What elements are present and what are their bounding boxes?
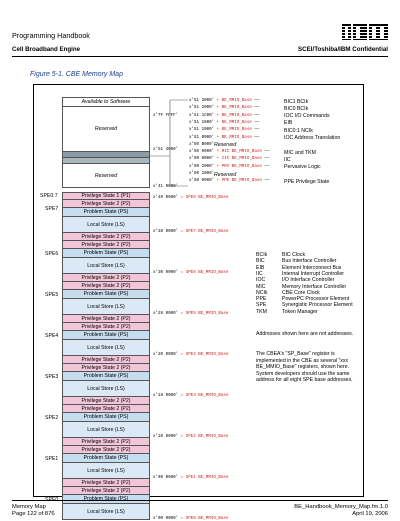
document-title: Programming Handbook [12, 31, 90, 40]
region-label: PPE Privilege State [284, 178, 330, 185]
region-address: x'50 B000' [189, 142, 215, 147]
region-address: x'51 1C00' + BE_MMIO_Base —— [189, 113, 260, 118]
spe-label: SPE3 [45, 373, 59, 380]
footer-date: April 19, 2006 [352, 511, 388, 517]
spe-label: SPE5 [45, 291, 59, 298]
glossary-entry: TKM Token Manager [256, 308, 318, 315]
spe-block-p2: Privilege State 2 (P2) [62, 364, 150, 372]
region-base-expression: + BE_MMIO_Base [214, 120, 252, 125]
spe-base-address: x'18 0000' = SPE3 BE_MMIO_Base [153, 394, 229, 398]
glossary-entry: BIC Bus Interface Controller [256, 258, 337, 265]
spe-block-p2: Privilege State 2 (P2) [62, 479, 150, 487]
spe-block-ps: Problem State (PS) [62, 249, 150, 258]
region-label: EIB [284, 120, 293, 127]
region-address: x'51 1000' + BE_MMIO_Base —— [189, 128, 260, 133]
spe-block-p2: Privilege State 2 (P2) [62, 323, 150, 331]
region-label: BIC1 BCIk [284, 98, 309, 105]
spe-block-ls: Local Store (LS) [62, 299, 150, 315]
figure-caption: Figure 5-1. CBE Memory Map [30, 71, 123, 78]
spe-block-ls: Local Store (LS) [62, 504, 150, 520]
spe-block-p2: Privilege State 2 (P2) [62, 241, 150, 249]
glossary-entry: IIC Internal Interrupt Controller [256, 270, 344, 277]
region-base-expression: + PRV BE_MMIO_Base [214, 164, 262, 169]
spe-block-ls: Local Store (LS) [62, 422, 150, 438]
spe0-7-label: SPE0:7 [40, 193, 58, 199]
spe-block-p2: Privilege State 2 (P2) [62, 233, 150, 241]
spe-block-p2: Privilege State 2 (P2) [62, 405, 150, 413]
reserved-block-1: Reserved [62, 107, 150, 152]
region-base-expression: + BE_MMIO_Base [214, 113, 252, 118]
glossary-entry: EIB Element Interconnect Bus [256, 264, 342, 271]
spe-label: SPE1 [45, 455, 59, 462]
spe-block-ls: Local Store (LS) [62, 463, 150, 479]
spe-block-ls: Local Store (LS) [62, 340, 150, 356]
spe-label: SPE2 [45, 414, 59, 421]
region-label: BIC0:1 NCIk [284, 127, 313, 134]
available-to-software-block: Available to Software [62, 97, 150, 107]
spe-block-p2: Privilege State 2 (P2) [62, 397, 150, 405]
spe-block-p2: Privilege State 2 (P2) [62, 356, 150, 364]
spe-block-ps: Problem State (PS) [62, 331, 150, 340]
footer-section: Memory Map [12, 504, 46, 510]
footer-page-number: Page 122 of 876 [12, 511, 55, 517]
spe-base-address: x'30 0000' = SPE6 BE_MMIO_Base [153, 271, 229, 275]
region-label: IOC I/O Commands [284, 113, 330, 120]
region-address: x'50 8000' + IIC BE_MMIO_Base —— [189, 157, 270, 162]
spe-base-address: x'28 0000' = SPE5 BE_MMIO_Base [153, 312, 229, 316]
spe-block-ls: Local Store (LS) [62, 258, 150, 274]
spe-base-address: x'20 0000' = SPE4 BE_MMIO_Base [153, 353, 229, 357]
region-label: BIC0 BCIk [284, 105, 309, 112]
note-addresses: Addresses shown here are not addresses. [256, 331, 354, 337]
reserved-block-2: Reserved [62, 164, 150, 188]
spe-block-p2: Privilege State 2 (P2) [62, 446, 150, 454]
region-label: MIC and TKM [284, 149, 316, 156]
confidentiality-label: SCEI/Toshiba/IBM Confidential [298, 46, 388, 53]
spe-block-ls: Local Store (LS) [62, 217, 150, 233]
glossary-entry: MIC Memory Interface Controller [256, 283, 347, 290]
spe-block-ps: Problem State (PS) [62, 454, 150, 463]
glossary-entry: IOC I/O Interface Controller [256, 277, 335, 284]
spe-base-address: x'08 0000' = SPE1 BE_MMIO_Base [153, 476, 229, 480]
address-514000: x'51 4000' [153, 148, 179, 152]
spe-base-address: x'00 0000' = SPE0 BE_MMIO_Base [153, 517, 229, 521]
spe-block-ps: Problem State (PS) [62, 290, 150, 299]
spe-block-p2: Privilege State 2 (P2) [62, 438, 150, 446]
glossary-entry: SPE Synergistic Processor Element [256, 302, 353, 309]
region-address: x'50 0000' + PPE BE_MMIO_Base —— [189, 179, 270, 184]
footer-rule [12, 500, 388, 501]
spe-block-p2: Privilege State 2 (P2) [62, 487, 150, 495]
region-address: x'51 0000' + BE_MMIO_Base —— [189, 135, 260, 140]
region-label: Reserved [214, 171, 237, 178]
glossary-entry: PPE PowerPC Processor Element [256, 296, 350, 303]
spe-block-p1: Privilege State 1 (P1) [62, 192, 150, 200]
region-label: IOC Address Translation [284, 135, 341, 141]
spe-block-p2: Privilege State 2 (P2) [62, 282, 150, 290]
footer-filename: BE_Handbook_Memory_Map.fm.1.0 [294, 504, 388, 510]
region-base-expression: + BE_MMIO_Base [214, 128, 252, 133]
spe-label: SPE6 [45, 250, 59, 257]
region-address: x'50 1000' [189, 172, 215, 176]
region-address: x'51 3000' + BE_MMIO_Base —— [189, 99, 260, 103]
spe-label: SPE7 [45, 206, 59, 212]
header-rule [12, 56, 388, 57]
ibm-logo [342, 22, 388, 42]
spe-base-address: x'10 0000' = SPE2 BE_MMIO_Base [153, 435, 229, 439]
region-address: x'50 9000' + MIC BE_MMIO_Base —— [189, 150, 270, 155]
note-sp-base: The CBEA's "SP_Base" register is implemented in the CBE as several "xxx BE_MMIO_Base" registers, shown here. System developers should use the same address for all eight SPE base addresses. [256, 351, 353, 384]
region-connector [150, 98, 190, 190]
address-7fffff: x'7F FFFF' [153, 114, 179, 118]
glossary-entry: NCIk CBE Core Clock [256, 289, 320, 296]
region-address: x'51 1800' + BE_MMIO_Base —— [189, 120, 260, 125]
region-base-expression: + BE_MMIO_Base [214, 99, 252, 103]
document-subtitle: Cell Broadband Engine [12, 46, 81, 53]
address-410000: x'41 0000' [153, 185, 179, 189]
region-address: x'50 2000' + PRV BE_MMIO_Base —— [189, 164, 270, 169]
region-base-expression: + BE_MMIO_Base [214, 135, 252, 140]
address-400000: x'40 0000' = SPE0 BE_MMIO_Base [153, 196, 229, 200]
glossary-entry: BCIk BIC Clock [256, 252, 306, 258]
region-label: Reserved [214, 142, 237, 149]
spe-block-ps: Problem State (PS) [62, 208, 150, 217]
spe-block-ps: Problem State (PS) [62, 495, 150, 504]
spe-label: SPE0 [45, 496, 59, 503]
spe-block-p2: Privilege State 2 (P2) [62, 315, 150, 323]
region-label: Pervasive Logic [284, 164, 321, 171]
region-label: IIC [284, 156, 291, 163]
spe-block-ps: Problem State (PS) [62, 372, 150, 381]
region-base-expression: + MIC BE_MMIO_Base [214, 150, 262, 155]
region-address: x'51 2000' + BE_MMIO_Base —— [189, 106, 260, 111]
spe-block-p2: Privilege State 2 (P2) [62, 274, 150, 282]
spe-block-ps: Problem State (PS) [62, 413, 150, 422]
spe-label: SPE4 [45, 332, 59, 339]
region-base-expression: + BE_MMIO_Base [214, 106, 252, 111]
spe-block-ls: Local Store (LS) [62, 381, 150, 397]
region-base-expression: + PPE BE_MMIO_Base [214, 179, 262, 184]
region-base-expression: + IIC BE_MMIO_Base [214, 157, 262, 162]
spe-base-address: x'38 0000' = SPE7 BE_MMIO_Base [153, 230, 229, 234]
spe-block-p2: Privilege State 2 (P2) [62, 200, 150, 208]
